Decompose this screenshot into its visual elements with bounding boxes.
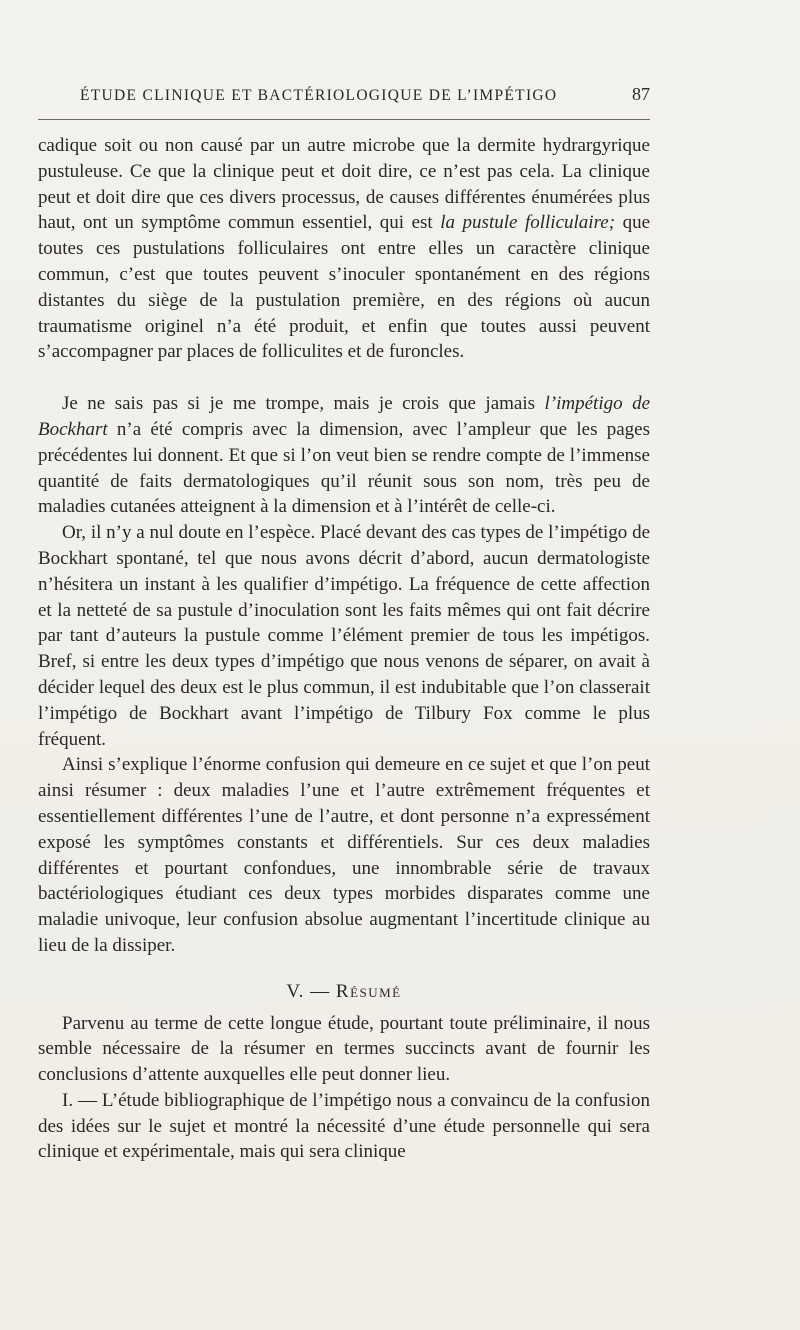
paragraph-1-text-b: que toutes ces pustulations folliculaires ont entre elles un caractère clinique commun, c’est que toutes peuvent s’inoculer spontanément en des régions distantes du siège de la pustulation première, en des régions où aucun traumatisme originel n’a été produit, et enfin que toutes aussi peuvent s’accompagner par places de folliculites et de furoncles.	[38, 212, 650, 363]
paragraph-6: I. — L’étude bibliographique de l’impétigo nous a convaincu de la confusion des idées sur le sujet et montré la nécessité d’une étude personnelle qui sera clinique et expérimentale, mais qui sera clinique	[38, 1089, 650, 1163]
paragraph-2-italic: l’impétigo de Bockhart	[38, 393, 651, 440]
paragraph-4: Ainsi s’explique l’énorme confusion qui demeure en ce sujet et que l’on peut ainsi résumer : deux maladies l’une et l’autre extrêmement fréquentes et essentiellement différentes l’une de l’autre, et dont personne n’a expressément exposé les symptômes constants et différentiels. Sur ces deux maladies différentes et pourtant confondues, une innombrable série de travaux bactériologiques étudiant ces deux types morbides disparates comme une maladie univoque, leur confusion absolue augmentant l’incertitude clinique au lieu de la dissiper.	[38, 754, 650, 956]
paragraph-5: Parvenu au terme de cette longue étude, pourtant toute préliminaire, il nous semble nécessaire de la résumer en termes succincts avant de fournir les conclusions d’attente auxquelles elle peut donner lieu.	[38, 1012, 650, 1086]
paragraph-2-text-a: Je ne sais pas si je me trompe, mais je crois que jamais	[62, 393, 545, 415]
paragraph-1-text-a: cadique soit ou non causé par un autre microbe que la dermite hydrargyrique pustuleuse. Ce que la clinique peut et doit dire, ce n’est pas cela. La clinique peut et doit dire que ces divers processus, de causes différentes énumérées plus haut, ont un symptôme commun essentiel, qui est	[38, 135, 650, 234]
paragraph-1	[38, 133, 650, 365]
header-rule	[38, 119, 650, 120]
running-title: ÉTUDE CLINIQUE ET BACTÉRIOLOGIQUE DE L’IMPÉTIGO	[80, 87, 558, 104]
section-number: V. —	[286, 980, 331, 1002]
body-text	[38, 133, 650, 1165]
section-heading	[38, 979, 650, 1005]
paragraph-2	[38, 391, 650, 520]
section-title: Résumé	[335, 980, 402, 1002]
page-number: 87	[632, 84, 650, 104]
paragraph-1-italic: la pustule folliculaire;	[440, 212, 616, 234]
paragraph-3: Or, il n’y a nul doute en l’espèce. Placé devant des cas types de l’impétigo de Bockhart spontané, tel que nous avons décrit d’abord, aucun dermatologiste n’hésitera un instant à les qualifier d’impétigo. La fréquence de cette affection et la netteté de sa pustule d’inoculation sont les faits mêmes qui ont fait décrire par tant d’auteurs la pustule comme l’élément premier de tous les impétigos. Bref, si entre les deux types d’impétigo que nous venons de séparer, on avait à décider lequel des deux est le plus commun, il est indubitable que l’on classerait l’impétigo de Bockhart avant l’impétigo de Tilbury Fox comme le plus fréquent.	[38, 522, 650, 750]
running-header	[80, 84, 650, 105]
paragraph-2-text-b: n’a été compris avec la dimension, avec l’ampleur que les pages précédentes lui donnent. Et que si l’on veut bien se rendre compte de l’immense quantité de faits dermatologiques qu’il réunit sous son nom, très peu de maladies cutanées atteignent à la dimension et à l’intérêt de celle-ci.	[38, 418, 650, 518]
